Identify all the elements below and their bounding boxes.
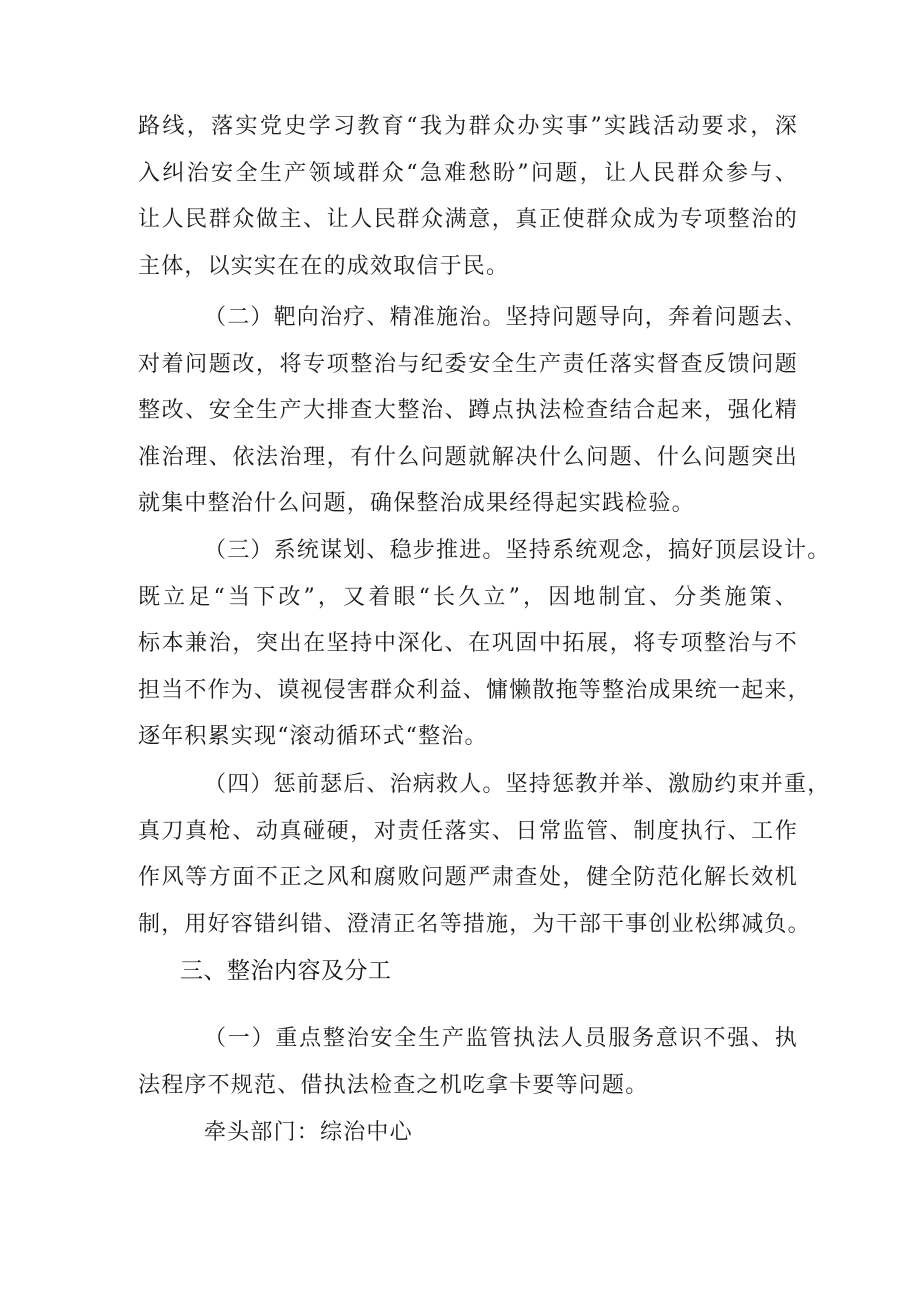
text-line: 担当不作为、谟视侵害群众利益、慵懒散拖等整治成果统一起来， bbox=[138, 677, 811, 703]
text-line: 准治理、依法治理，有什么问题就解决什么问题、什么问题突出 bbox=[138, 444, 798, 470]
text-line: 逐年积累实现“滚动循环式“整治。 bbox=[138, 724, 488, 749]
text-line: 牵头部门：综治中心 bbox=[204, 1120, 413, 1145]
text-line: 真刀真枪、动真碰硬，对责任落实、日常监管、制度执行、工作 bbox=[138, 818, 798, 844]
paragraph-systematic-planning bbox=[138, 528, 831, 761]
text-line: （四）惩前瑟后、治病救人。坚持惩教并举、激励约束并重， bbox=[204, 772, 831, 797]
section-heading: 三、整治内容及分工 bbox=[180, 958, 392, 984]
text-line: （一）重点整治安全生产监管执法人员服务意识不强、执 bbox=[204, 1026, 798, 1051]
text-line: 标本兼治，突出在坚持中深化、在巩固中拓展，将专项整治与不 bbox=[138, 631, 798, 656]
text-line: 对着问题改，将专项整治与纪委安全生产责任落实督查反馈问题 bbox=[138, 351, 798, 377]
text-line: （二）靶向治疗、精准施治。坚持问题导向，奔着问题去、 bbox=[204, 305, 808, 330]
text-line: 入纠治安全生产领域群众“急难愁盼”问题，让人民群众参与、 bbox=[138, 160, 798, 186]
paragraph-learn-from-past bbox=[138, 762, 831, 948]
paragraph-mass-line bbox=[138, 104, 798, 290]
text-line: 既立足“当下改”，又着眼“长久立”，因地制宜、分类施策、 bbox=[138, 584, 798, 610]
text-line: 让人民群众做主、让人民群众满意，真正使群众成为专项整治的 bbox=[138, 207, 798, 232]
paragraph-targeted-treatment bbox=[138, 295, 808, 528]
text-line: 主体，以实实在在的成效取信于民。 bbox=[138, 253, 510, 279]
text-line: 整改、安全生产大排查大整治、蹲点执法检查结合起来，强化精 bbox=[138, 398, 798, 423]
text-line: 法程序不规范、借执法检查之机吃拿卡要等问题。 bbox=[138, 1072, 649, 1098]
text-line: 就集中整治什么问题，确保整治成果经得起实践检验。 bbox=[138, 491, 695, 516]
paragraph-rectification-item-1 bbox=[138, 1016, 798, 1109]
text-line: （三）系统谋划、稳步推进。坚持系统观念，搞好顶层设计。 bbox=[204, 538, 831, 563]
text-line: 作风等方面不正之风和腐败问题严肃查处，健全防范化解长效机 bbox=[138, 865, 798, 890]
text-line: 路线，落实党史学习教育“我为群众办实事”实践活动要求，深 bbox=[138, 114, 798, 139]
lead-department-line bbox=[138, 1110, 798, 1157]
text-line: 制，用好容错纠错、澄清正名等措施，为干部干事创业松绑减负。 bbox=[138, 911, 811, 937]
